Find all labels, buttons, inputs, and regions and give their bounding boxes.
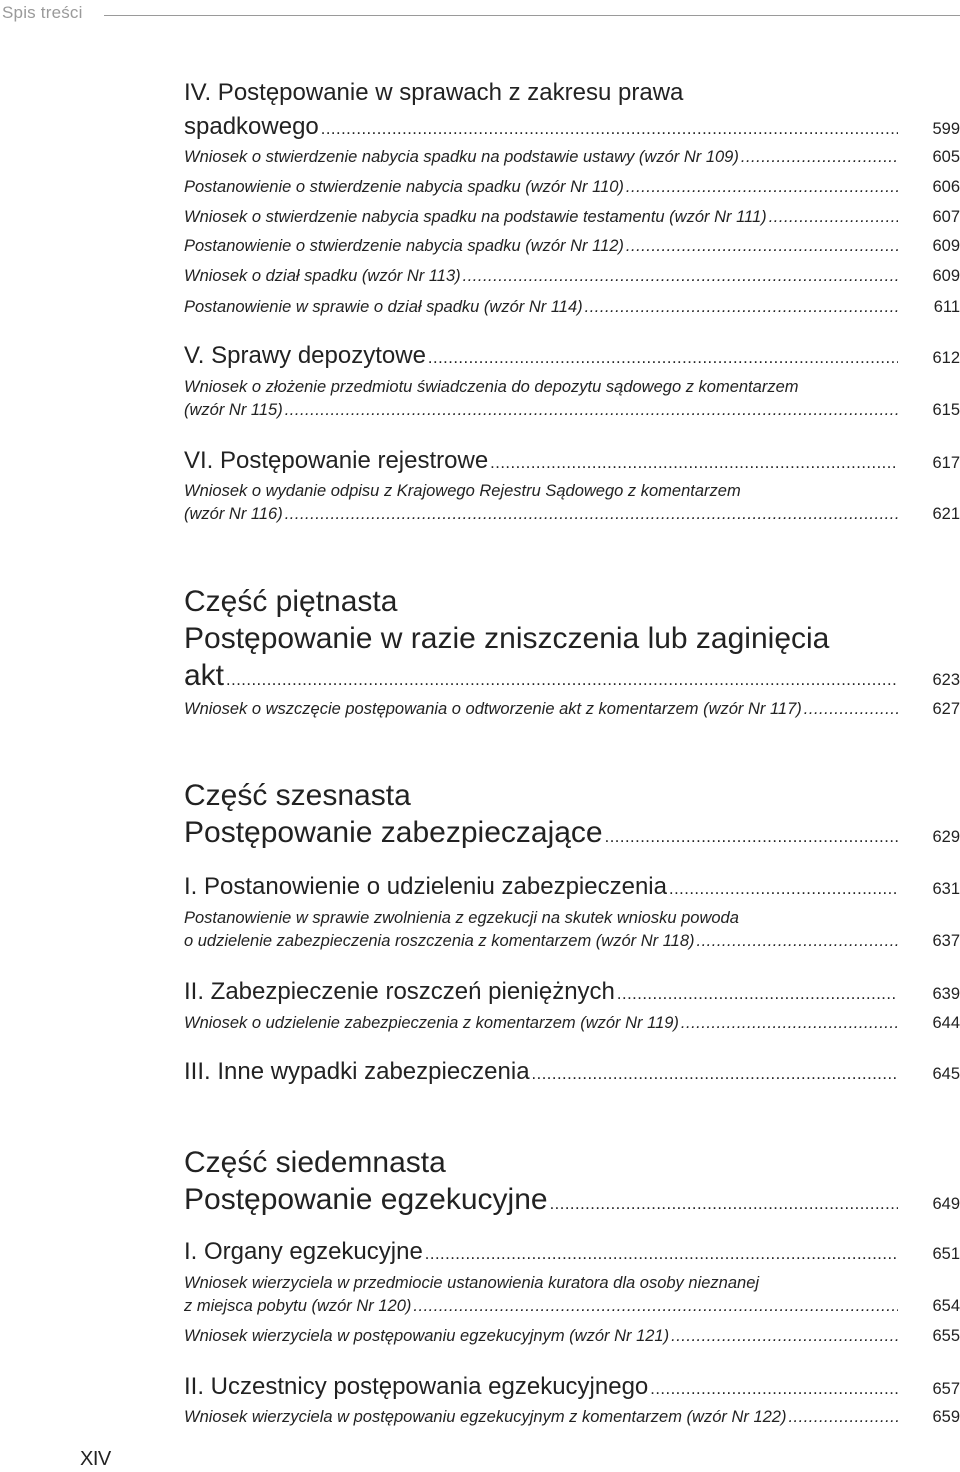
dot-leader [617, 977, 898, 1011]
dot-leader [626, 235, 898, 258]
toc-entry-page: 615 [932, 401, 960, 419]
toc-entry-page: 609 [932, 267, 960, 285]
header-rule [104, 15, 960, 16]
toc-entry-line [184, 1235, 960, 1271]
toc-entry-page: 649 [932, 1195, 960, 1213]
toc-entry-title: z miejsca pobytu (wzór Nr 120) [184, 1297, 412, 1315]
toc-entry-line [184, 975, 960, 1011]
toc-entry-title: (wzór Nr 115) [184, 401, 283, 419]
toc-entry-line [184, 376, 960, 399]
toc-entry-page: 607 [932, 208, 960, 226]
toc-entry-form-118[interactable] [184, 907, 960, 953]
dot-leader [788, 1406, 898, 1429]
toc-entry-title: spadkowego [184, 113, 319, 140]
toc-entry-title: II. Zabezpieczenie roszczeń pieniężnych [184, 978, 615, 1005]
dot-leader [669, 872, 898, 906]
toc-entry-title: (wzór Nr 116) [184, 505, 283, 523]
toc-entry-form-114[interactable] [184, 296, 960, 319]
toc-entry-page: 627 [932, 700, 960, 718]
dot-leader [550, 1186, 898, 1223]
dot-leader [671, 1325, 898, 1348]
toc-entry-line [184, 399, 960, 422]
dot-leader [413, 1295, 898, 1318]
toc-entry-section-vi[interactable] [184, 444, 960, 480]
toc-entry-title: Postępowanie egzekucyjne [184, 1183, 548, 1216]
toc-entry-line [184, 930, 960, 953]
toc-entry-page: 609 [932, 237, 960, 255]
toc-entry-page: 605 [932, 148, 960, 166]
dot-leader [585, 296, 898, 319]
toc-entry-form-115[interactable] [184, 376, 960, 422]
toc-entry-title: Wniosek o dział spadku (wzór Nr 113) [184, 267, 461, 285]
running-header [0, 0, 960, 26]
dot-leader [681, 1012, 898, 1035]
toc-entry-page: 629 [932, 828, 960, 846]
toc-entry-page: 659 [932, 1408, 960, 1426]
toc-entry-form-112[interactable] [184, 235, 960, 258]
toc-entry-part-16[interactable] [184, 777, 960, 856]
toc-entry-title-line: Wniosek o wydanie odpisu z Krajowego Rejestru Sądowego z komentarzem [184, 482, 741, 500]
toc-entry-title: V. Sprawy depozytowe [184, 342, 426, 369]
dot-leader [321, 112, 898, 146]
toc-entry-title: VI. Postępowanie rejestrowe [184, 447, 489, 474]
toc-entry-page: 606 [932, 178, 960, 196]
toc-entry-page: 617 [932, 454, 960, 472]
toc-entry-page: 621 [932, 505, 960, 523]
toc-entry-line [184, 1144, 960, 1181]
dot-leader [463, 265, 898, 288]
toc-entry-page: 654 [932, 1297, 960, 1315]
toc-entry-page: 623 [932, 671, 960, 689]
toc-entry-line [184, 1406, 960, 1429]
dot-leader [532, 1057, 898, 1091]
toc-entry-line [184, 480, 960, 503]
dot-leader [425, 1237, 898, 1271]
toc-entry-form-117[interactable] [184, 698, 960, 721]
toc-entry-title: Wniosek wierzyciela w postępowaniu egzekucyjnym (wzór Nr 121) [184, 1327, 670, 1345]
toc-entry-form-116[interactable] [184, 480, 960, 526]
dot-leader [226, 662, 898, 699]
toc-entry-line [184, 1012, 960, 1035]
toc-entry-line [184, 1055, 960, 1091]
toc-entry-line [184, 777, 960, 814]
toc-entry-title: akt [184, 659, 225, 692]
toc-entry-page: 644 [932, 1014, 960, 1032]
dot-leader [285, 503, 898, 526]
part-label: Część siedemnasta [184, 1146, 446, 1179]
toc-entry-form-120[interactable] [184, 1272, 960, 1318]
toc-entry-title-line: Postępowanie w razie zniszczenia lub zaginięcia [184, 622, 830, 655]
toc-entry-title: Wniosek o stwierdzenie nabycia spadku na podstawie testamentu (wzór Nr 111) [184, 208, 767, 226]
toc-entry-title-line: IV. Postępowanie w sprawach z zakresu prawa [184, 79, 684, 106]
toc-entry-title: III. Inne wypadki zabezpieczenia [184, 1058, 530, 1085]
toc-entry-part-15[interactable] [184, 583, 960, 699]
toc-entry-title: I. Organy egzekucyjne [184, 1238, 423, 1265]
toc-entry-line [184, 583, 960, 620]
toc-entry-section-iv[interactable] [184, 76, 960, 146]
dot-leader [769, 206, 898, 229]
running-header-title: Spis treści [2, 3, 83, 22]
toc-entry-line [184, 1325, 960, 1348]
toc-entry-line [184, 657, 960, 699]
toc-entry-line [184, 1295, 960, 1318]
toc-entry-form-110[interactable] [184, 176, 960, 199]
toc-entry-line [184, 110, 960, 146]
dot-leader [626, 176, 898, 199]
toc-entry-page: 657 [932, 1380, 960, 1398]
toc-entry-form-109[interactable] [184, 146, 960, 169]
toc-entry-form-122[interactable] [184, 1406, 960, 1429]
toc-entry-section-v[interactable] [184, 339, 960, 375]
toc-entry-page: 631 [932, 880, 960, 898]
dot-leader [605, 819, 898, 856]
toc-entry-title: I. Postanowienie o udzieleniu zabezpieczenia [184, 873, 667, 900]
toc-entry-line [184, 1370, 960, 1406]
toc-entry-line [184, 146, 960, 169]
toc-entry-line [184, 296, 960, 319]
toc-entry-section-iii-zabezpieczenie[interactable] [184, 1055, 960, 1091]
toc-entry-form-119[interactable] [184, 1012, 960, 1035]
dot-leader [804, 698, 898, 721]
toc-entry-title: Postanowienie o stwierdzenie nabycia spadku (wzór Nr 112) [184, 237, 624, 255]
toc-entry-line [184, 76, 960, 110]
toc-entry-page: 637 [932, 932, 960, 950]
dot-leader [285, 399, 898, 422]
toc-entry-line [184, 1272, 960, 1295]
toc-entry-line [184, 235, 960, 258]
toc-entry-title: Wniosek wierzyciela w postępowaniu egzekucyjnym z komentarzem (wzór Nr 122) [184, 1408, 787, 1426]
dot-leader [741, 146, 898, 169]
toc-entry-section-i-egzekucja[interactable] [184, 1235, 960, 1271]
toc-entry-title: Postanowienie o stwierdzenie nabycia spadku (wzór Nr 110) [184, 178, 624, 196]
toc-entry-line [184, 1181, 960, 1223]
part-label: Część piętnasta [184, 585, 398, 618]
dot-leader [697, 930, 898, 953]
toc-entry-page: 645 [932, 1065, 960, 1083]
toc-entry-line [184, 620, 960, 657]
toc-entry-line [184, 503, 960, 526]
toc-entry-title: Wniosek o udzielenie zabezpieczenia z komentarzem (wzór Nr 119) [184, 1014, 679, 1032]
toc-entry-line [184, 176, 960, 199]
page-number: XIV [80, 1448, 111, 1470]
dot-leader [490, 446, 898, 480]
toc-entry-line [184, 814, 960, 856]
toc-entry-title: II. Uczestnicy postępowania egzekucyjnego [184, 1373, 649, 1400]
dot-leader [428, 341, 898, 375]
toc-entry-title: Postanowienie w sprawie o dział spadku (wzór Nr 114) [184, 298, 583, 316]
toc-entry-section-ii-zabezpieczenie[interactable] [184, 975, 960, 1011]
toc-entry-title: o udzielenie zabezpieczenia roszczenia z komentarzem (wzór Nr 118) [184, 932, 695, 950]
toc-entry-line [184, 444, 960, 480]
toc-entry-section-i-zabezpieczenie[interactable] [184, 870, 960, 906]
toc-entry-form-111[interactable] [184, 206, 960, 229]
toc-entry-line [184, 907, 960, 930]
toc-entry-page: 639 [932, 985, 960, 1003]
toc-entry-form-113[interactable] [184, 265, 960, 288]
part-label: Część szesnasta [184, 779, 411, 812]
toc-entry-page: 612 [932, 349, 960, 367]
toc-entry-line [184, 698, 960, 721]
toc-entry-line [184, 870, 960, 906]
toc-entry-line [184, 206, 960, 229]
toc-entry-title: Wniosek o wszczęcie postępowania o odtworzenie akt z komentarzem (wzór Nr 117) [184, 700, 802, 718]
toc-entry-title-line: Wniosek wierzyciela w przedmiocie ustanowienia kuratora dla osoby nieznanej [184, 1274, 760, 1292]
toc-entry-part-17[interactable] [184, 1144, 960, 1223]
toc-entry-page: 599 [932, 120, 960, 138]
toc-entry-title: Wniosek o stwierdzenie nabycia spadku na podstawie ustawy (wzór Nr 109) [184, 148, 739, 166]
toc-entry-form-121[interactable] [184, 1325, 960, 1348]
toc-entry-page: 651 [932, 1245, 960, 1263]
dot-leader [650, 1372, 898, 1406]
toc-entry-title-line: Postanowienie w sprawie zwolnienia z egzekucji na skutek wniosku powoda [184, 909, 739, 927]
toc-entry-section-ii-egzekucja[interactable] [184, 1370, 960, 1406]
toc-entry-title: Postępowanie zabezpieczające [184, 816, 603, 849]
toc-entry-page: 655 [932, 1327, 960, 1345]
toc-entry-title-line: Wniosek o złożenie przedmiotu świadczenia do depozytu sądowego z komentarzem [184, 378, 799, 396]
toc-entry-page: 611 [933, 298, 960, 316]
toc-entry-line [184, 339, 960, 375]
toc-entry-line [184, 265, 960, 288]
